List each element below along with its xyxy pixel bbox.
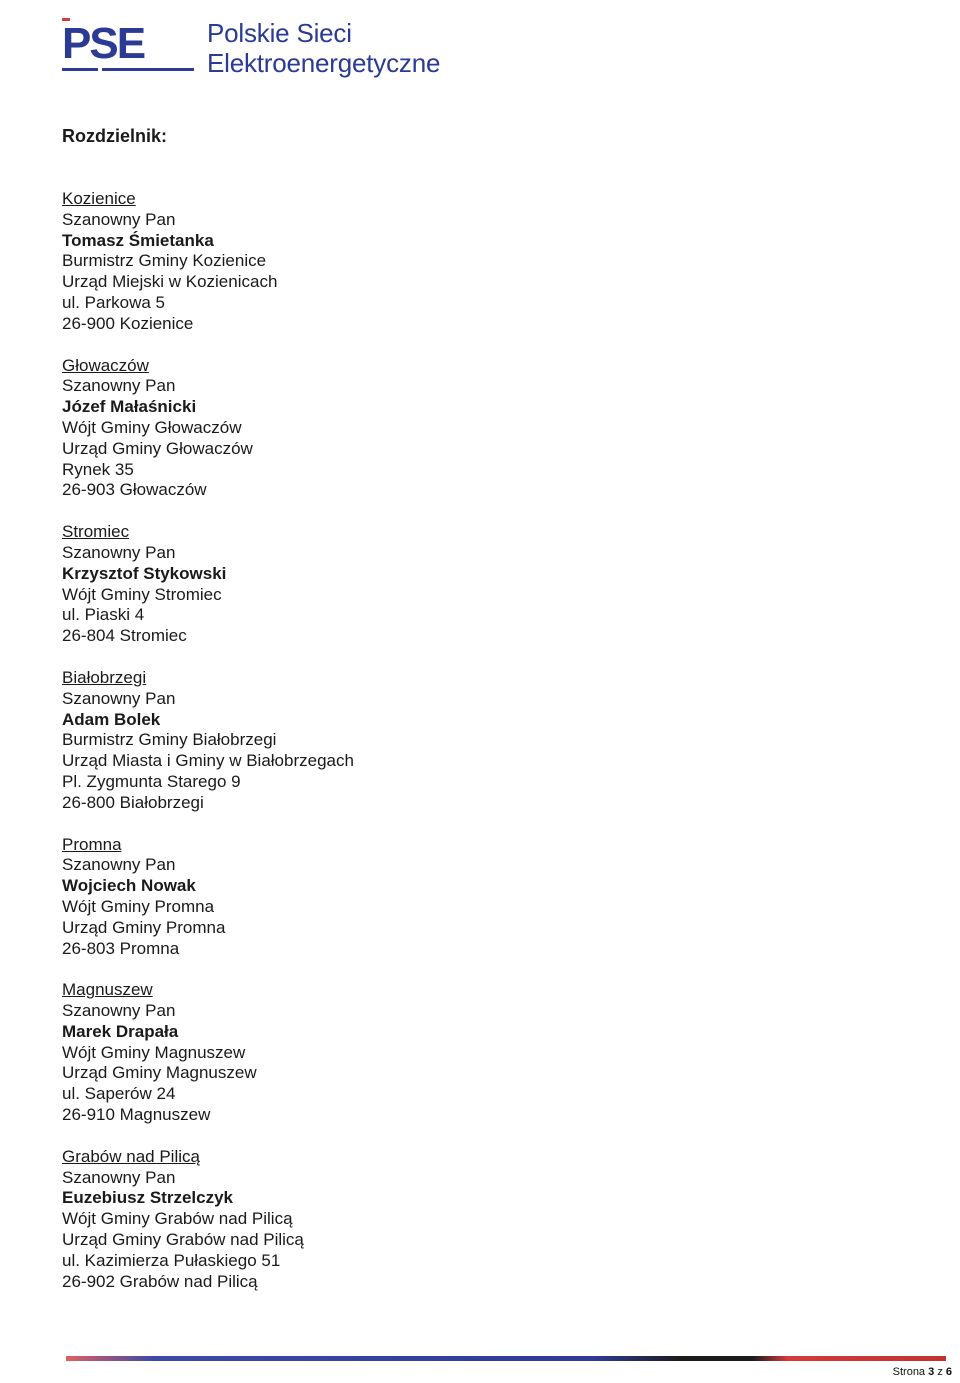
logo-line-2: Elektroenergetyczne (207, 48, 441, 78)
recipient-block (62, 980, 522, 1126)
recipient-salutation: Szanowny Pan (62, 688, 176, 708)
recipient-salutation: Szanowny Pan (62, 1167, 176, 1187)
recipient-salutation: Szanowny Pan (62, 209, 176, 229)
recipient-address-line: Pl. Zygmunta Starego 9 (62, 771, 241, 791)
recipient-address-line: 26-910 Magnuszew (62, 1105, 211, 1125)
logo-wordmark (207, 18, 440, 78)
pse-logo (62, 12, 482, 82)
recipient-place: Grabów nad Pilicą (62, 1146, 200, 1166)
recipient-address-line: Urząd Gminy Głowaczów (62, 438, 253, 458)
recipient-address-line: Burmistrz Gminy Białobrzegi (62, 730, 277, 750)
recipient-address-line: 26-804 Stromiec (62, 626, 187, 646)
recipient-salutation: Szanowny Pan (62, 376, 176, 396)
recipient-name: Krzysztof Stykowski (62, 563, 227, 583)
recipient-block (62, 522, 522, 647)
recipient-place: Promna (62, 834, 122, 854)
recipient-block (62, 1147, 522, 1293)
svg-text:PSE: PSE (62, 19, 145, 68)
recipient-address-line: Urząd Miejski w Kozienicach (62, 272, 278, 292)
page-total: 6 (945, 1366, 952, 1378)
recipient-address-line: Urząd Gminy Magnuszew (62, 1063, 257, 1083)
recipient-address-line: Wójt Gminy Magnuszew (62, 1042, 246, 1062)
recipient-place: Kozienice (62, 189, 136, 208)
recipient-address-line: 26-800 Białobrzegi (62, 792, 204, 812)
recipient-salutation: Szanowny Pan (62, 855, 176, 875)
recipient-address-line: ul. Kazimierza Pułaskiego 51 (62, 1250, 281, 1270)
recipient-address-line: ul. Parkowa 5 (62, 292, 165, 312)
recipient-address-line: 26-803 Promna (62, 938, 180, 958)
recipient-block (62, 835, 522, 960)
pse-logo-mark (62, 18, 200, 78)
recipient-address-line: Rynek 35 (62, 459, 134, 479)
recipient-block (62, 356, 522, 502)
recipient-name: Adam Bolek (62, 709, 161, 729)
recipient-address-line: 26-900 Kozienice (62, 313, 194, 333)
recipient-block (62, 189, 522, 335)
recipient-address-line: ul. Saperów 24 (62, 1084, 176, 1104)
recipient-place: Białobrzegi (62, 667, 147, 687)
recipient-address-line: ul. Piaski 4 (62, 605, 145, 625)
recipient-address-line: Urząd Miasta i Gminy w Białobrzegach (62, 751, 354, 771)
recipient-salutation: Szanowny Pan (62, 1001, 176, 1021)
recipient-address-line: Wójt Gminy Promna (62, 896, 215, 916)
recipient-address-line: 26-902 Grabów nad Pilicą (62, 1271, 258, 1291)
recipient-address-line: Wójt Gminy Stromiec (62, 584, 222, 604)
recipient-address-line: Wójt Gminy Głowaczów (62, 417, 242, 437)
recipient-address-line: Urząd Gminy Promna (62, 917, 226, 937)
page-label: Strona (892, 1366, 926, 1378)
recipient-name: Wojciech Nowak (62, 876, 196, 896)
recipient-name: Józef Małaśnicki (62, 397, 197, 417)
recipient-address-line: Wójt Gminy Grabów nad Pilicą (62, 1209, 293, 1229)
recipient-block (62, 668, 522, 814)
recipient-place: Stromiec (62, 522, 130, 542)
page-number (893, 1366, 952, 1378)
recipient-salutation: Szanowny Pan (62, 542, 176, 562)
recipient-address-line: Urząd Gminy Grabów nad Pilicą (62, 1230, 304, 1250)
recipient-name: Tomasz Śmietanka (62, 230, 214, 250)
recipient-place: Magnuszew (62, 980, 153, 1000)
recipient-list (62, 189, 522, 1313)
footer-divider (66, 1356, 946, 1361)
page-title: Rozdzielnik: (62, 126, 168, 146)
recipient-name: Euzebiusz Strzelczyk (62, 1188, 234, 1208)
recipient-address-line: Burmistrz Gminy Kozienice (62, 251, 267, 271)
recipient-address-line: 26-903 Głowaczów (62, 480, 207, 500)
logo-line-1: Polskie Sieci (207, 18, 352, 48)
page-sep: z (937, 1366, 943, 1378)
recipient-place: Głowaczów (62, 355, 149, 375)
recipient-name: Marek Drapała (62, 1021, 179, 1041)
page-current: 3 (928, 1366, 935, 1378)
